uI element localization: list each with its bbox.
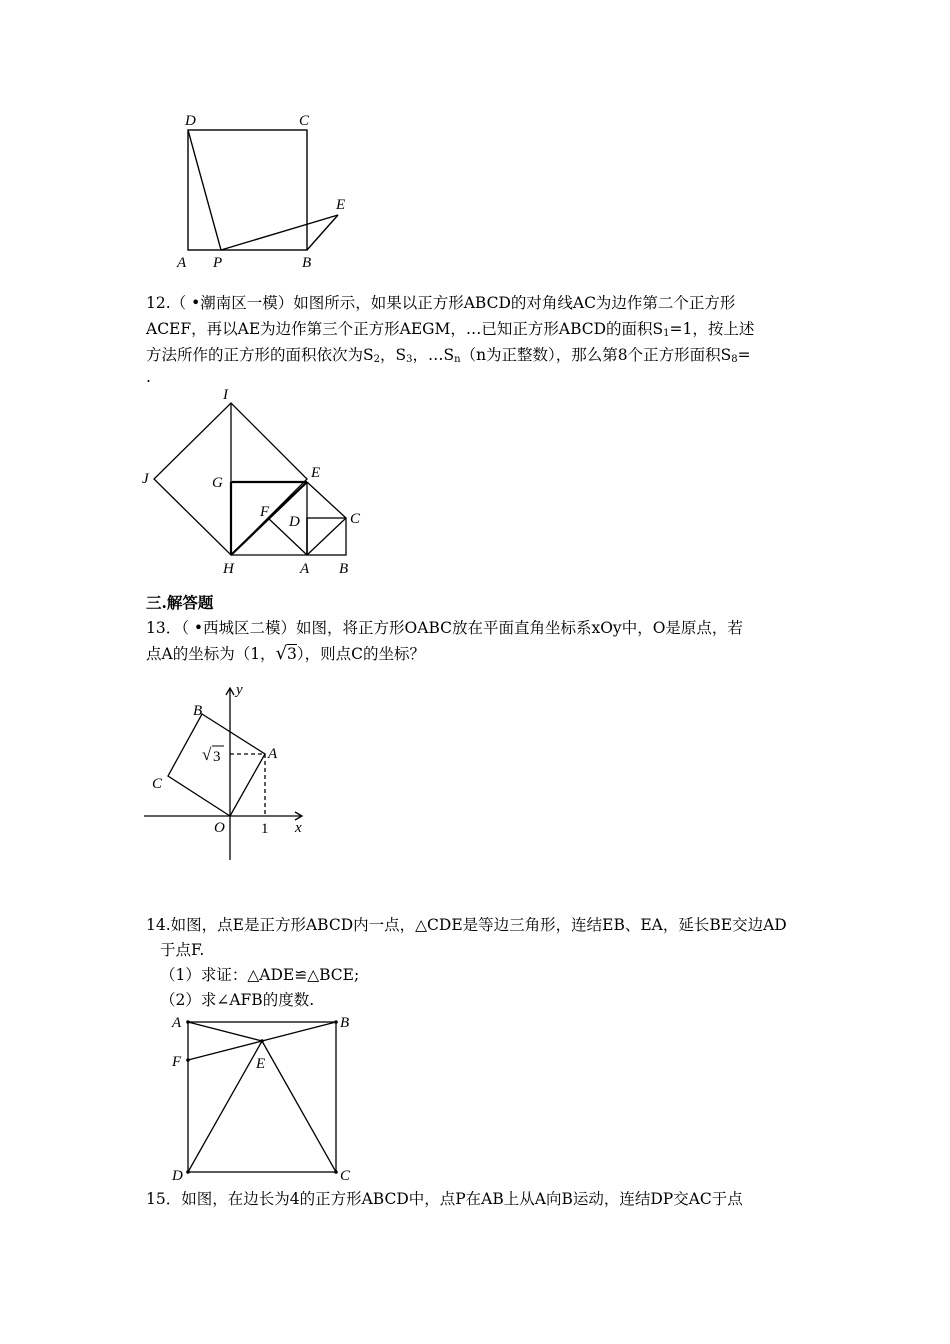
label-f: F: [172, 1054, 182, 1070]
label-d: D: [289, 514, 300, 530]
label-y: y: [236, 682, 243, 698]
label-d: D: [185, 113, 196, 129]
label-p: P: [213, 255, 223, 271]
q12-line-3: [146, 344, 751, 371]
q12-line-3-sub8: 8: [731, 354, 738, 365]
label-c: C: [299, 113, 310, 129]
label-a: A: [300, 561, 310, 577]
label-a: A: [268, 746, 278, 762]
label-c: C: [152, 776, 163, 792]
q13-sqrt-radicand: 3: [287, 645, 297, 663]
label-g: G: [212, 475, 223, 491]
q13-line-1: 13．（ •西城区二模）如图，将正方形OABC放在平面直角坐标系xOy中，O是原点，若: [146, 619, 743, 637]
q15-line-1: 15．如图，在边长为4的正方形ABCD中，点P在AB上从A向B运动，连结DP交AC于点: [146, 1190, 743, 1208]
label-h: H: [223, 561, 234, 577]
figure-nested-squares: [140, 385, 370, 580]
q12-line-3-c: ，…S: [412, 346, 455, 364]
q12-line-3-sub3: 3: [406, 354, 413, 365]
label-f: F: [260, 504, 270, 520]
sqrt-symbol: √: [275, 643, 288, 664]
label-x: x: [295, 820, 302, 836]
figure-square-abcd-pe: [160, 105, 360, 275]
q12-line-3-b: ，S: [380, 346, 407, 364]
q12-line-3-sub2: 2: [373, 354, 380, 365]
q14-part-2: （2）求∠AFB的度数.: [160, 991, 315, 1009]
q12-line-2: [146, 318, 754, 345]
q12-line-3-subn: n: [454, 354, 461, 365]
q12-line-1: 12.（ •潮南区一模）如图所示，如果以正方形ABCD的对角线AC为边作第二个正方形: [146, 294, 736, 312]
sqrt-sign-fig: √: [202, 745, 212, 764]
q14-line-2: 于点F.: [160, 941, 205, 959]
label-b: B: [193, 703, 203, 719]
q13-line-2-a: 点A的坐标为（1，: [146, 645, 276, 663]
label-e: E: [336, 197, 346, 213]
figure-square-equilateral: [160, 1008, 370, 1188]
label-d: D: [172, 1168, 183, 1184]
label-o: O: [214, 820, 225, 836]
label-b: B: [340, 1015, 350, 1031]
q12-line-3-e: =: [737, 346, 751, 364]
label-e: E: [311, 465, 321, 481]
label-c: C: [340, 1168, 351, 1184]
label-i: I: [223, 387, 228, 403]
q12-line-3-d: （n为正整数），那么第8个正方形面积S: [460, 346, 732, 364]
q13-line-2: [146, 643, 425, 665]
label-j: J: [142, 471, 149, 487]
label-one: 1: [261, 821, 269, 837]
figure-coordinate-square: [140, 680, 320, 870]
label-c: C: [350, 511, 361, 527]
q13-line-2-b: ），则点C的坐标？: [296, 645, 426, 663]
q14-line-1: 14.如图，点E是正方形ABCD内一点，△CDE是等边三角形，连结EB、EA，延长BE交边AD: [146, 916, 787, 934]
q14-part-1: （1）求证：△ADE≌△BCE;: [160, 966, 360, 984]
q12-line-2-sub: 1: [663, 328, 670, 339]
q12-line-3-a: 方法所作的正方形的面积依次为S: [146, 346, 374, 364]
section-heading: 三.解答题: [146, 593, 214, 612]
q12-line-2-end: =1，按上述: [669, 320, 755, 338]
q12-line-2-text: ACEF，再以AE为边作第三个正方形AEGM，…已知正方形ABCD的面积S: [146, 320, 664, 338]
label-b: B: [339, 561, 349, 577]
label-b: B: [302, 255, 312, 271]
label-e: E: [256, 1056, 266, 1072]
label-a: A: [172, 1015, 182, 1031]
label-a: A: [177, 255, 187, 271]
q12-line-4: .: [146, 368, 151, 386]
label-root3: 3: [213, 749, 221, 765]
